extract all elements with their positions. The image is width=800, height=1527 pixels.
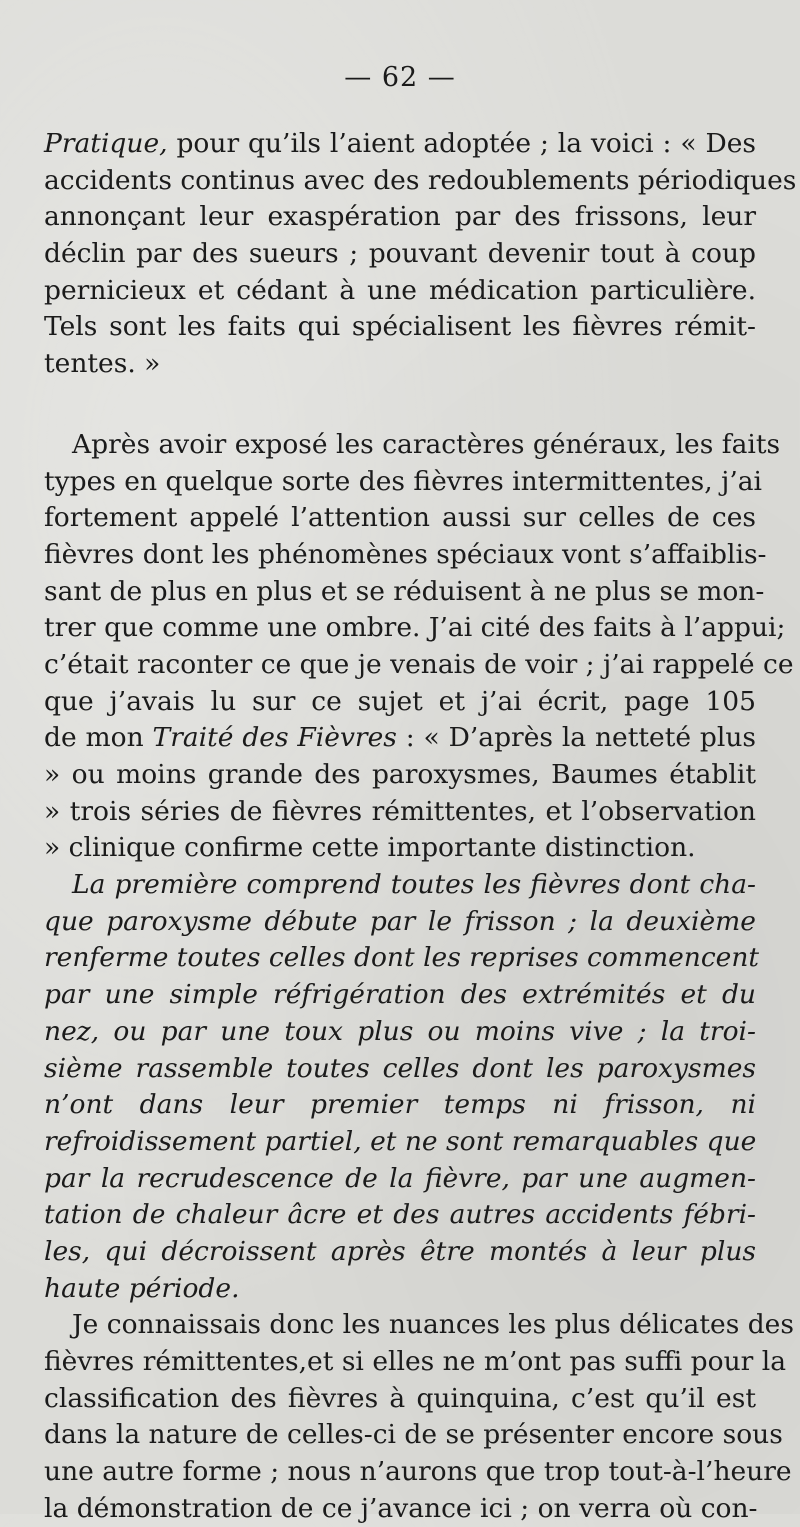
- text-run: nez, ou par une toux plus ou moins vive ; la troi-: [44, 1015, 756, 1047]
- paragraph: [44, 427, 794, 867]
- text-run: annonçant leur exaspération par des frissons, leur: [44, 201, 756, 233]
- text-run: une autre forme ; nous n’aurons que trop tout-à-l’heure: [44, 1456, 792, 1488]
- text-line: [44, 757, 756, 794]
- text-run: que paroxysme débute par le frisson ; la deuxième: [44, 905, 756, 937]
- text-line: [44, 940, 760, 977]
- text-line: [44, 867, 756, 904]
- text-run: les, qui décroissent après être montés à leur plus: [44, 1235, 756, 1267]
- text-run: renferme toutes celles dont les reprises commencent: [44, 942, 760, 974]
- text-line: [44, 830, 756, 867]
- text-line: [44, 1197, 756, 1234]
- text-line: [44, 163, 797, 200]
- text-run: sième rassemble toutes celles dont les paroxysmes: [44, 1052, 756, 1084]
- text-line: [44, 574, 765, 611]
- text-run: haute période.: [44, 1272, 240, 1304]
- text-run: sant de plus en plus et se réduisent à ne plus se mon-: [44, 575, 765, 607]
- text-line: [44, 1344, 786, 1381]
- text-line: [44, 236, 756, 273]
- text-line: [44, 427, 781, 464]
- text-line: [44, 199, 756, 236]
- text-line: [44, 126, 756, 163]
- text-line: [44, 1014, 756, 1051]
- text-run: Après avoir exposé les caractères généraux, les faits: [72, 428, 781, 460]
- text-run: tation de chaleur âcre et des autres accidents fébri-: [44, 1199, 756, 1231]
- paragraph: [44, 126, 797, 383]
- text-line: [44, 1124, 756, 1161]
- text-run: fièvres dont les phénomènes spéciaux vont s’affaiblis-: [44, 538, 767, 570]
- text-line: [44, 720, 756, 757]
- text-run: pour qu’ils l’aient adoptée ; la voici : « Des: [167, 128, 756, 159]
- text-run: que j’avais lu sur ce sujet et j’ai écrit, page 105: [44, 685, 756, 717]
- text-line: [44, 1307, 794, 1344]
- text-run: : « D’après la netteté plus: [396, 722, 756, 754]
- text-run: fortement appelé l’attention aussi sur celles de ces: [44, 502, 756, 534]
- text-line: [44, 273, 756, 310]
- text-line: [44, 794, 756, 831]
- paragraph: [44, 1307, 794, 1527]
- text-run: Pratique,: [44, 128, 168, 159]
- text-run: types en quelque sorte des fièvres intermittentes, j’ai: [44, 465, 763, 497]
- text-run: La première comprend toutes les fièvres dont cha-: [72, 869, 756, 901]
- text-line: [44, 1491, 756, 1527]
- text-run: accidents continus avec des redoublements périodiques: [44, 164, 797, 196]
- text-line: [44, 684, 756, 721]
- text-run: classification des fièvres à quinquina, c’est qu’il est: [44, 1382, 756, 1414]
- page-number: — 62 —: [344, 62, 456, 93]
- text-run: » trois séries de fièvres rémittentes, et l’observation: [44, 795, 756, 827]
- text-run: » clinique confirme cette importante distinction.: [44, 832, 696, 864]
- text-line: [44, 904, 756, 941]
- text-run: trer que comme une ombre. J’ai cité des faits à l’appui;: [44, 612, 786, 644]
- text-run: pernicieux et cédant à une médication particulière.: [44, 274, 756, 306]
- text-line: [44, 1417, 783, 1454]
- text-run: » ou moins grande des paroxysmes, Baumes établit: [44, 759, 756, 790]
- text-line: [44, 1087, 756, 1124]
- text-run: n’ont dans leur premier temps ni frisson, ni: [44, 1089, 756, 1121]
- text-run: la démonstration de ce j’avance ici ; on verra où con-: [44, 1492, 758, 1524]
- text-line: [44, 1454, 792, 1491]
- text-line: [44, 537, 767, 574]
- text-line: [44, 309, 756, 346]
- text-run: Tels sont les faits qui spécialisent les fièvres rémit-: [44, 311, 756, 343]
- text-run: Traité des Fièvres: [152, 722, 397, 754]
- text-run: dans la nature de celles-ci de se présenter encore sous: [44, 1419, 783, 1451]
- text-run: par la recrudescence de la fièvre, par une augmen-: [44, 1162, 756, 1194]
- text-run: fièvres rémittentes,et si elles ne m’ont pas suffi pour la: [44, 1346, 786, 1377]
- text-run: refroidissement partiel, et ne sont remarquables que: [44, 1125, 757, 1157]
- text-run: de mon: [44, 722, 153, 754]
- paragraph: [44, 867, 760, 1307]
- text-line: [44, 464, 763, 501]
- text-run: c’était raconter ce que je venais de voir ; j’ai rappelé ce: [44, 648, 794, 680]
- text-line: [44, 1051, 756, 1088]
- text-line: [44, 346, 756, 383]
- text-run: déclin par des sueurs ; pouvant devenir tout à coup: [44, 238, 756, 270]
- text-line: [44, 1234, 756, 1271]
- text-line: [44, 500, 756, 537]
- text-line: [44, 977, 756, 1014]
- text-line: [44, 610, 786, 647]
- text-run: tentes. »: [44, 348, 161, 380]
- text-line: [44, 1381, 756, 1418]
- paragraph-gap: [44, 383, 756, 427]
- text-line: [44, 647, 794, 684]
- body-text: [44, 126, 797, 1527]
- text-line: [44, 1161, 756, 1198]
- text-run: par une simple réfrigération des extrémités et du: [44, 979, 756, 1011]
- text-line: [44, 1271, 756, 1308]
- text-run: Je connaissais donc les nuances les plus délicates des: [72, 1309, 794, 1341]
